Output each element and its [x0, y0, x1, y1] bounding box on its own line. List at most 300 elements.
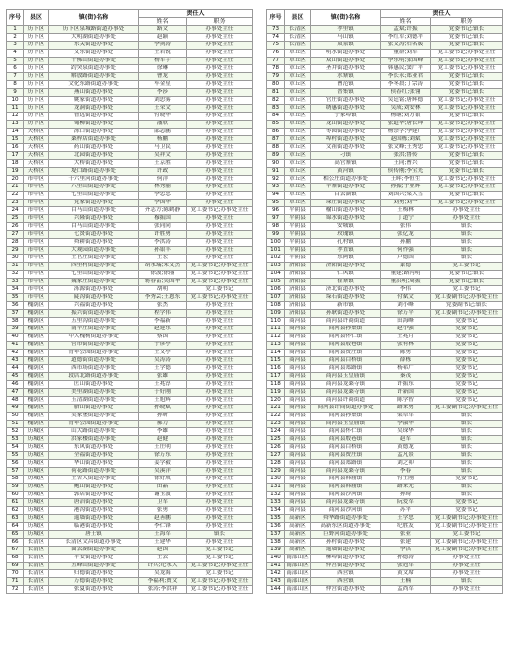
cell-duty: 办事处主任: [187, 57, 253, 65]
table-row: [267, 491, 503, 499]
cell-name: 吴龙海: [139, 570, 187, 578]
cell-seq: 6: [7, 65, 24, 73]
cell-name: 于好刚: [139, 388, 187, 396]
cell-seq: 43: [7, 357, 24, 365]
cell-duty: 党委书记;镇长: [431, 278, 503, 286]
table-row: [7, 89, 253, 97]
table-row: [7, 270, 253, 278]
cell-county: 章丘区: [285, 175, 311, 183]
cell-duty: 党委书记;镇长: [431, 112, 503, 120]
cell-name: 王同;曹兴: [381, 160, 431, 168]
cell-duty: 党委书记: [431, 333, 503, 341]
cell-town: 崮云湖街道办事处: [49, 546, 139, 554]
cell-seq: 51: [7, 420, 24, 428]
cell-duty: 办事处主任: [187, 499, 253, 507]
cell-seq: 64: [7, 523, 24, 531]
cell-county: 商河县: [285, 507, 311, 515]
cell-name: 李东明;张国峰: [381, 57, 431, 65]
cell-seq: 15: [7, 136, 24, 144]
cell-name: 杨鹏: [139, 136, 187, 144]
cell-town: 西营镇: [311, 578, 381, 586]
table-row: [267, 404, 503, 412]
cell-seq: 73: [267, 26, 285, 34]
cell-seq: 109: [267, 310, 285, 318]
cell-duty: 党工委书记;办事处主任: [187, 262, 253, 270]
cell-county: 槐荫区: [24, 381, 49, 389]
cell-seq: 9: [7, 89, 24, 97]
cell-county: 市中区: [24, 294, 49, 302]
cell-name: 孙晓斌: [139, 404, 187, 412]
cell-duty: 党工委书记: [431, 286, 503, 294]
cell-name: 赵军: [381, 436, 431, 444]
cell-county: 济阳县: [285, 262, 311, 270]
cell-name: 阮爱军: [381, 499, 431, 507]
cell-town: 郭店街道办事处: [49, 491, 139, 499]
cell-county: 历下区: [24, 41, 49, 49]
cell-duty: 办事处主任: [187, 215, 253, 223]
cell-name: 张文涛;石名媛: [381, 41, 431, 49]
cell-name: 孙昕: [139, 412, 187, 420]
table-row: [267, 175, 503, 183]
cell-seq: 78: [267, 65, 285, 73]
table-row: [267, 152, 503, 160]
cell-town: 归德街道办事处: [49, 570, 139, 578]
cell-seq: 50: [7, 412, 24, 420]
cell-name: 刘勇;刘一: [381, 199, 431, 207]
cell-seq: 33: [7, 278, 24, 286]
cell-town: 马山镇: [311, 33, 381, 41]
cell-town: 绣惠街道办事处: [311, 104, 381, 112]
cell-town: 商河县龙桑寺镇: [311, 467, 381, 475]
cell-seq: 114: [267, 349, 285, 357]
cell-duty: 办事处主任: [187, 349, 253, 357]
cell-town: 魏家庄街道办事处: [49, 278, 139, 286]
cell-duty: 办事处主任: [187, 223, 253, 231]
cell-county: 商河县: [285, 444, 311, 452]
cell-county: 天桥区: [24, 152, 49, 160]
cell-county: 商河县: [285, 349, 311, 357]
table-row: [267, 144, 503, 152]
table-row: [267, 538, 503, 546]
cell-seq: 92: [267, 175, 285, 183]
table-row: [267, 270, 503, 278]
cell-name: 李秀芸;王恩东: [139, 294, 187, 302]
cell-duty: 党工委书记;办事处主任: [187, 578, 253, 586]
cell-county: 章丘区: [285, 144, 311, 152]
cell-county: 槐荫区: [24, 373, 49, 381]
cell-county: 商河县: [285, 388, 311, 396]
cell-name: 李洪涛: [139, 239, 187, 247]
cell-town: 振兴街街道办事处: [49, 310, 139, 318]
cell-name: 路来勇: [381, 404, 431, 412]
cell-seq: 106: [267, 286, 285, 294]
cell-town: 济北街道办事处: [311, 286, 381, 294]
cell-seq: 41: [7, 341, 24, 349]
table-row: [7, 333, 253, 341]
cell-county: 平阴县: [285, 215, 311, 223]
cell-name: 胡永瑞;朱文杰: [139, 262, 187, 270]
cell-seq: 108: [267, 302, 285, 310]
cell-duty: 办事处主任: [187, 483, 253, 491]
cell-seq: 94: [267, 191, 285, 199]
cell-seq: 27: [7, 231, 24, 239]
cell-seq: 66: [7, 538, 24, 546]
cell-name: 王庄明: [139, 444, 187, 452]
cell-seq: 95: [267, 199, 285, 207]
table-row: [267, 278, 503, 286]
cell-seq: 37: [7, 310, 24, 318]
header-responsible: 责任人: [139, 10, 253, 18]
cell-town: 全福街道办事处: [49, 452, 139, 460]
cell-seq: 23: [7, 199, 24, 207]
table-row: [267, 239, 503, 247]
cell-name: 卫军: [139, 499, 187, 507]
cell-county: 槐荫区: [24, 412, 49, 420]
cell-town: 姚家街道办事处: [49, 97, 139, 105]
cell-county: 历下区: [24, 120, 49, 128]
cell-name: 刘思雾: [139, 97, 187, 105]
cell-duty: 办事处主任: [187, 239, 253, 247]
table-row: [7, 215, 253, 223]
cell-county: 济阳县: [285, 278, 311, 286]
cell-duty: 办事处主任: [431, 586, 503, 594]
cell-town: 文化东路街道办事处: [49, 81, 139, 89]
cell-town: 西营镇: [311, 570, 381, 578]
table-row: [7, 191, 253, 199]
table-row: [267, 507, 503, 515]
cell-county: 历下区: [24, 33, 49, 41]
cell-seq: 141: [267, 562, 285, 570]
cell-seq: 102: [267, 254, 285, 262]
table-row: [267, 246, 503, 254]
cell-name: 姜学毅: [139, 459, 187, 467]
cell-seq: 103: [267, 262, 285, 270]
cell-name: 何作强: [381, 246, 431, 254]
cell-town: 相公庄街道办事处: [311, 175, 381, 183]
cell-county: 商河县: [285, 325, 311, 333]
cell-town: 商河县孙集镇: [311, 412, 381, 420]
cell-duty: 办事处主任: [187, 412, 253, 420]
cell-town: 济阳街道办事处: [311, 262, 381, 270]
cell-county: 天桥区: [24, 144, 49, 152]
table-row: [267, 333, 503, 341]
cell-seq: 19: [7, 168, 24, 176]
cell-name: 张文峰;王秀忠: [381, 144, 431, 152]
cell-seq: 116: [267, 365, 285, 373]
cell-name: 李忠忠: [139, 191, 187, 199]
cell-seq: 46: [7, 381, 24, 389]
cell-name: 李淑华: [381, 420, 431, 428]
cell-town: 智远街道办事处: [49, 112, 139, 120]
cell-county: 章丘区: [285, 81, 311, 89]
cell-duty: 党委书记;镇长: [431, 152, 503, 160]
cell-name: 李仁锋: [139, 523, 187, 531]
cell-county: 天桥区: [24, 168, 49, 176]
cell-seq: 105: [267, 278, 285, 286]
cell-county: 历下区: [24, 73, 49, 81]
cell-name: 王兆淳: [139, 381, 187, 389]
cell-name: 潘欣: [139, 120, 187, 128]
cell-county: 济阳县: [285, 270, 311, 278]
cell-name: 刘国兴;梁大雪: [381, 191, 431, 199]
table-row: [7, 499, 253, 507]
cell-seq: 31: [7, 262, 24, 270]
table-row: [267, 168, 503, 176]
cell-name: 张洪;鲁传: [381, 152, 431, 160]
cell-county: 历城区: [24, 515, 49, 523]
cell-name: 李冬晨;丁宗涛: [381, 81, 431, 89]
cell-county: 商河县: [285, 459, 311, 467]
cell-county: 商河县: [285, 404, 311, 412]
cell-duty: 党工委书记;办事处主任: [431, 104, 503, 112]
cell-duty: 办事处主任: [187, 65, 253, 73]
cell-seq: 30: [7, 254, 24, 262]
cell-town: 舜耕街道办事处: [49, 239, 139, 247]
table-row: [267, 578, 503, 586]
cell-town: 鲍山街道办事处: [49, 483, 139, 491]
cell-duty: 办事处主任: [187, 81, 253, 89]
cell-town: 安城镇: [311, 223, 381, 231]
table-row: [7, 452, 253, 460]
cell-name: 王海军: [139, 531, 187, 539]
cell-duty: 办事处主任: [187, 136, 253, 144]
cell-name: 徐琳: [139, 65, 187, 73]
cell-seq: 79: [267, 73, 285, 81]
cell-name: 齐志方;陈鹤静: [139, 207, 187, 215]
cell-town: 仁风镇: [311, 270, 381, 278]
table-row: [7, 554, 253, 562]
table-row: [7, 278, 253, 286]
cell-name: 赵小强: [381, 325, 431, 333]
cell-county: 章丘区: [285, 89, 311, 97]
cell-county: 商河县: [285, 452, 311, 460]
cell-name: 王学忠: [381, 515, 431, 523]
cell-name: 李国华: [139, 199, 187, 207]
cell-county: 市中区: [24, 254, 49, 262]
table-row: [267, 420, 503, 428]
cell-county: 历城区: [24, 499, 49, 507]
table-row: [267, 294, 503, 302]
cell-county: 商河县: [285, 333, 311, 341]
header-town: 镇(街)名称: [311, 10, 381, 26]
cell-duty: 党委书记;镇长: [431, 33, 503, 41]
cell-seq: 130: [267, 475, 285, 483]
cell-town: 商河县龙桑寺镇: [311, 381, 381, 389]
table-row: [267, 97, 503, 105]
cell-seq: 8: [7, 81, 24, 89]
table-row: [267, 183, 503, 191]
cell-town: 明水街道办事处: [311, 49, 381, 57]
cell-duty: 办事处主任: [187, 357, 253, 365]
table-row: [7, 152, 253, 160]
cell-duty: 办事处主任: [187, 254, 253, 262]
cell-county: 历城区: [24, 523, 49, 531]
cell-duty: 办事处主任: [187, 199, 253, 207]
cell-county: 章丘区: [285, 49, 311, 57]
cell-name: 赵善鹏: [139, 515, 187, 523]
table-row: [7, 231, 253, 239]
cell-town: 曹范镇: [311, 81, 381, 89]
table-row: [267, 41, 503, 49]
cell-county: 章丘区: [285, 104, 311, 112]
cell-town: 兴隆街道办事处: [49, 215, 139, 223]
cell-duty: 镇长: [431, 412, 503, 420]
cell-name: 王旭辉: [139, 396, 187, 404]
cell-seq: 89: [267, 152, 285, 160]
cell-seq: 20: [7, 175, 24, 183]
cell-town: 王舍人街道办事处: [49, 475, 139, 483]
cell-county: 历城区: [24, 467, 49, 475]
cell-name: 李红军;刘德平: [381, 33, 431, 41]
cell-duty: 办事处主任: [187, 459, 253, 467]
cell-town: 商河县殷巷镇: [311, 341, 381, 349]
cell-town: 大桥街道办事处: [49, 160, 139, 168]
cell-duty: 办事处主任: [187, 475, 253, 483]
cell-duty: 镇长: [431, 578, 503, 586]
cell-name: 李福新: [139, 317, 187, 325]
table-row: [267, 523, 503, 531]
table-row: [7, 128, 253, 136]
cell-duty: 镇长: [431, 444, 503, 452]
cell-seq: 113: [267, 341, 285, 349]
cell-seq: 86: [267, 128, 285, 136]
cell-name: 胡明: [139, 286, 187, 294]
cell-town: 历下区泉城路街道办事处: [49, 26, 139, 34]
cell-county: 槐荫区: [24, 341, 49, 349]
table-row: [7, 538, 253, 546]
cell-name: 李福利;贾文: [139, 578, 187, 586]
cell-town: 道德街街道办事处: [49, 357, 139, 365]
cell-name: 张伟: [381, 223, 431, 231]
cell-seq: 68: [7, 554, 24, 562]
cell-duty: 办事处主任: [431, 215, 503, 223]
cell-town: 仲宫街道办事处: [311, 562, 381, 570]
cell-seq: 120: [267, 396, 285, 404]
cell-duty: 党工委书记: [431, 531, 503, 539]
table-row: [267, 546, 503, 554]
cell-name: 蒋春雷;吴国华: [139, 278, 187, 286]
cell-name: 董建;路丙明: [381, 270, 431, 278]
cell-duty: 党委书记;镇长: [431, 89, 503, 97]
cell-county: 南部山区: [286, 577, 309, 584]
cell-town: 泺口街道办事处: [49, 128, 139, 136]
cell-duty: 党工委书记: [431, 262, 503, 270]
cell-name: 付斌文: [381, 294, 431, 302]
cell-seq: 38: [7, 317, 24, 325]
cell-duty: 办事处主任: [187, 112, 253, 120]
cell-seq: 143: [267, 578, 285, 586]
cell-town: 张夏街道办事处: [49, 586, 139, 594]
cell-duty: 办事处主任: [431, 554, 503, 562]
cell-duty: 办事处主任: [187, 26, 253, 34]
cell-duty: 镇长: [431, 420, 503, 428]
cell-county: 历下区: [24, 26, 49, 34]
cell-seq: 45: [7, 373, 24, 381]
right-table: [266, 9, 503, 594]
cell-county: 商河县: [285, 365, 311, 373]
cell-seq: 34: [7, 286, 24, 294]
table-row: [267, 160, 503, 168]
table-row: [267, 104, 503, 112]
cell-town: 万德街道办事处: [49, 578, 139, 586]
cell-name: 张亿龙: [381, 231, 431, 239]
cell-duty: 镇长: [187, 531, 253, 539]
cell-county: 市中区: [24, 183, 49, 191]
cell-name: 梁卓军: [381, 412, 431, 420]
cell-county: 槐荫区: [24, 396, 49, 404]
cell-seq: 101: [267, 246, 285, 254]
cell-name: 赵健: [139, 436, 187, 444]
cell-county: 商河县: [285, 357, 311, 365]
cell-seq: 7: [7, 73, 24, 81]
cell-name: 穆振国: [139, 215, 187, 223]
table-row: [267, 475, 503, 483]
cell-town: 五里沟街道办事处: [49, 317, 139, 325]
cell-town: 锦水街道办事处: [311, 215, 381, 223]
cell-seq: 139: [267, 546, 285, 554]
cell-duty: 办事处主任: [187, 373, 253, 381]
cell-seq: 85: [267, 120, 285, 128]
cell-town: 南辛庄街道办事处: [49, 325, 139, 333]
cell-county: 平阴县: [285, 239, 311, 247]
cell-seq: 76: [267, 49, 285, 57]
cell-seq: 36: [7, 302, 24, 310]
cell-name: 侯传刚;李宝光: [381, 168, 431, 176]
cell-name: 田晶: [139, 483, 187, 491]
cell-seq: 98: [267, 223, 285, 231]
cell-county: 商河县: [285, 373, 311, 381]
cell-name: 王云: [139, 554, 187, 562]
cell-name: 黄德龙: [381, 444, 431, 452]
cell-name: 李雄: [139, 428, 187, 436]
table-row: [7, 65, 253, 73]
cell-name: 薛栋: [381, 357, 431, 365]
table-row: [7, 223, 253, 231]
cell-town: 孝直镇: [311, 246, 381, 254]
cell-county: 章丘区: [285, 57, 311, 65]
table-row: [267, 223, 503, 231]
cell-town: 商河县玉皇庙镇: [311, 373, 381, 381]
cell-town: 陡沟街道办事处: [49, 294, 139, 302]
cell-town: 青年公园街道办事处: [49, 349, 139, 357]
cell-name: 董群;刘军: [381, 49, 431, 57]
cell-seq: 67: [7, 546, 24, 554]
cell-town: 柳埠街道办事处: [311, 554, 381, 562]
cell-duty: 党委书记: [431, 499, 503, 507]
cell-duty: 党委书记;镇长: [431, 41, 503, 49]
cell-seq: 28: [7, 239, 24, 247]
cell-name: 丁道宁: [381, 215, 431, 223]
cell-duty: 党委副书记;镇长: [431, 302, 503, 310]
table-row: [7, 207, 253, 215]
cell-town: 王官庄街道办事处: [49, 254, 139, 262]
cell-seq: 144: [267, 586, 285, 594]
cell-town: 遥墙街道办事处: [311, 546, 381, 554]
table-row: [267, 49, 503, 57]
header-duty: 职务: [431, 18, 503, 26]
cell-name: 蔡国: [139, 333, 187, 341]
cell-town: 白马山街道办事处: [49, 207, 139, 215]
cell-seq: 13: [7, 120, 24, 128]
cell-county: 平阴县: [285, 254, 311, 262]
cell-name: 张雄: [139, 373, 187, 381]
cell-county: 高新区: [285, 531, 311, 539]
cell-county: 槐荫区: [24, 357, 49, 365]
cell-duty: 党委书记: [431, 325, 503, 333]
cell-name: 王晖;李恒生: [381, 175, 431, 183]
table-row: [7, 546, 253, 554]
cell-duty: 镇长: [431, 491, 503, 499]
